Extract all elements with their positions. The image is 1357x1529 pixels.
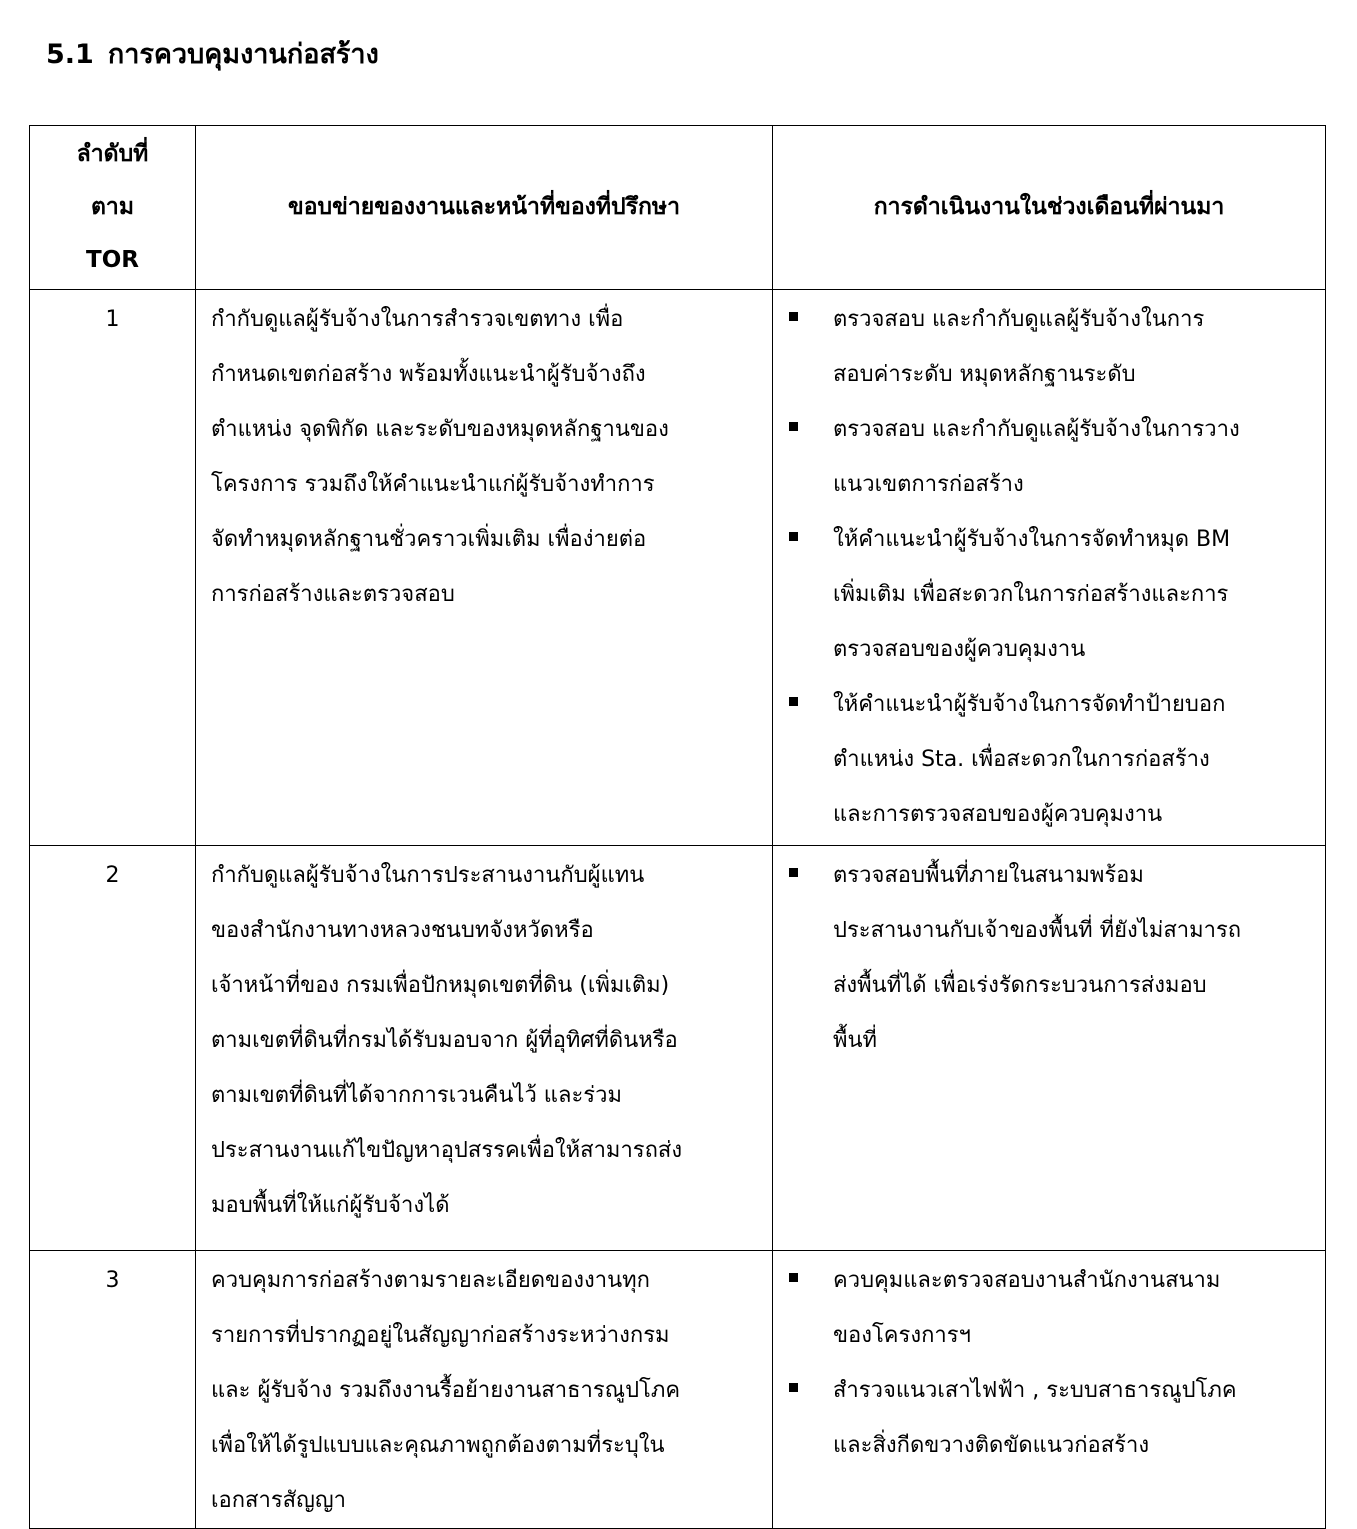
- progress-item: [787, 292, 1311, 402]
- tor-order-cell: 2: [30, 846, 196, 1251]
- progress-item: [787, 512, 1311, 677]
- scope-text-line: มอบพื้นที่ให้แก่ผู้รับจ้างได้: [211, 1193, 450, 1218]
- progress-item: [787, 677, 1311, 842]
- progress-cell: [773, 1251, 1326, 1529]
- progress-text-line: ตรวจสอบพื้นที่ภายในสนามพร้อม: [833, 863, 1144, 888]
- scope-text-line: จัดทำหมุดหลักฐานชั่วคราวเพิ่มเติม เพื่อง่ายต่อ: [211, 527, 647, 552]
- progress-cell: [773, 290, 1326, 846]
- square-bullet-icon: [789, 1383, 798, 1392]
- scope-text-line: กำกับดูแลผู้รับจ้างในการสำรวจเขตทาง เพื่อ: [211, 307, 624, 332]
- scope-text-line: ตำแหน่ง จุดพิกัด และระดับของหมุดหลักฐานของ: [211, 417, 669, 442]
- square-bullet-icon: [789, 697, 798, 706]
- section-title: การควบคุมงานก่อสร้าง: [107, 39, 379, 70]
- progress-text-line: ให้คำแนะนำผู้รับจ้างในการจัดทำหมุด BM: [833, 527, 1231, 552]
- progress-text-line: เพิ่มเติม เพื่อสะดวกในการก่อสร้างและการ: [833, 582, 1229, 607]
- tor-progress-table: [29, 125, 1326, 1529]
- progress-text-line: ควบคุมและตรวจสอบงานสำนักงานสนาม: [833, 1268, 1221, 1293]
- progress-text-line: ตำแหน่ง Sta. เพื่อสะดวกในการก่อสร้าง: [833, 747, 1210, 772]
- section-heading: [46, 32, 379, 75]
- progress-text-line: ตรวจสอบ และกำกับดูแลผู้รับจ้างในการวาง: [833, 417, 1240, 442]
- progress-text-line: พื้นที่: [833, 1028, 878, 1053]
- header-scope: ขอบข่ายของงานและหน้าที่ของที่ปรึกษา: [196, 126, 773, 290]
- progress-item: [787, 848, 1311, 1068]
- progress-text-line: ของโครงการฯ: [833, 1323, 971, 1348]
- table-row: [30, 290, 1326, 846]
- scope-text-line: เอกสารสัญญา: [211, 1488, 346, 1513]
- progress-list: [787, 848, 1311, 1068]
- progress-item: [787, 1253, 1311, 1363]
- table-row: [30, 846, 1326, 1251]
- progress-cell: [773, 846, 1326, 1251]
- header-progress: การดำเนินงานในช่วงเดือนที่ผ่านมา: [773, 126, 1326, 290]
- square-bullet-icon: [789, 312, 798, 321]
- scope-text-line: และ ผู้รับจ้าง รวมถึงงานรื้อย้ายงานสาธารณูปโภค: [211, 1378, 681, 1403]
- progress-text-line: และการตรวจสอบของผู้ควบคุมงาน: [833, 802, 1163, 827]
- scope-text-line: ตามเขตที่ดินที่ได้จากการเวนคืนไว้ และร่วม: [211, 1083, 622, 1108]
- progress-text-line: ประสานงานกับเจ้าของพื้นที่ ที่ยังไม่สามารถ: [833, 918, 1242, 943]
- scope-text-line: เจ้าหน้าที่ของ กรมเพื่อปักหมุดเขตที่ดิน (เพิ่มเติม): [211, 973, 670, 998]
- scope-text-line: ของสำนักงานทางหลวงชนบทจังหวัดหรือ: [211, 918, 594, 943]
- scope-text-line: เพื่อให้ได้รูปแบบและคุณภาพถูกต้องตามที่ระบุใน: [211, 1433, 665, 1458]
- progress-text-line: ตรวจสอบของผู้ควบคุมงาน: [833, 637, 1086, 662]
- header-tor-order-line: ลำดับที่: [76, 141, 149, 167]
- header-tor-order: [30, 126, 196, 290]
- scope-text-line: ตามเขตที่ดินที่กรมได้รับมอบจาก ผู้ที่อุทิศที่ดินหรือ: [211, 1028, 678, 1053]
- scope-text-line: การก่อสร้างและตรวจสอบ: [211, 582, 455, 607]
- scope-text-line: กำกับดูแลผู้รับจ้างในการประสานงานกับผู้แทน: [211, 863, 645, 888]
- progress-text-line: แนวเขตการก่อสร้าง: [833, 472, 1024, 497]
- progress-text-line: สำรวจแนวเสาไฟฟ้า , ระบบสาธารณูปโภค: [833, 1378, 1237, 1403]
- scope-text-line: กำหนดเขตก่อสร้าง พร้อมทั้งแนะนำผู้รับจ้างถึง: [211, 362, 646, 387]
- header-tor-order-line: ตาม: [90, 194, 134, 220]
- scope-cell: [196, 1251, 773, 1529]
- progress-item: [787, 402, 1311, 512]
- progress-text-line: ส่งพื้นที่ได้ เพื่อเร่งรัดกระบวนการส่งมอบ: [833, 973, 1207, 998]
- table-header-row: [30, 126, 1326, 290]
- scope-text-line: ประสานงานแก้ไขปัญหาอุปสรรคเพื่อให้สามารถส่ง: [211, 1138, 683, 1163]
- square-bullet-icon: [789, 1273, 798, 1282]
- progress-text-line: และสิ่งกีดขวางติดขัดแนวก่อสร้าง: [833, 1433, 1150, 1458]
- table-row: [30, 1251, 1326, 1529]
- square-bullet-icon: [789, 532, 798, 541]
- scope-cell: [196, 290, 773, 846]
- progress-item: [787, 1363, 1311, 1473]
- progress-text-line: ให้คำแนะนำผู้รับจ้างในการจัดทำป้ายบอก: [833, 692, 1226, 717]
- square-bullet-icon: [789, 422, 798, 431]
- scope-cell: [196, 846, 773, 1251]
- progress-list: [787, 292, 1311, 842]
- scope-text-line: ควบคุมการก่อสร้างตามรายละเอียดของงานทุก: [211, 1268, 650, 1293]
- square-bullet-icon: [789, 868, 798, 877]
- header-tor-order-line: TOR: [86, 247, 139, 273]
- scope-text-line: โครงการ รวมถึงให้คำแนะนำแก่ผู้รับจ้างทำการ: [211, 472, 655, 497]
- progress-text-line: สอบค่าระดับ หมุดหลักฐานระดับ: [833, 362, 1136, 387]
- tor-order-cell: 3: [30, 1251, 196, 1529]
- progress-list: [787, 1253, 1311, 1473]
- scope-text-line: รายการที่ปรากฏอยู่ในสัญญาก่อสร้างระหว่างกรม: [211, 1323, 670, 1348]
- progress-text-line: ตรวจสอบ และกำกับดูแลผู้รับจ้างในการ: [833, 307, 1205, 332]
- tor-order-cell: 1: [30, 290, 196, 846]
- section-number: 5.1: [46, 39, 94, 70]
